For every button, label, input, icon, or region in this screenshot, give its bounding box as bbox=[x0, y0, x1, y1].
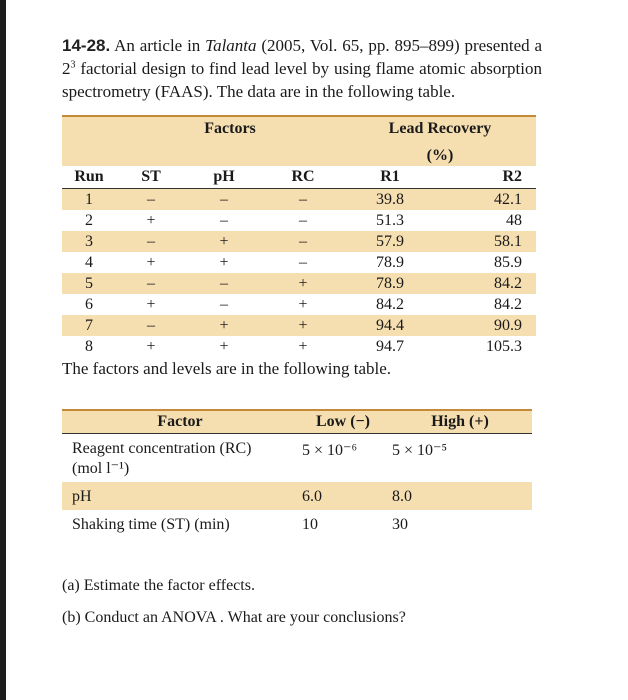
table-cell: – bbox=[116, 231, 186, 252]
table-row bbox=[62, 189, 536, 211]
table-cell: 51.3 bbox=[376, 212, 404, 229]
data-table bbox=[62, 115, 536, 357]
table-cell: + bbox=[146, 212, 156, 229]
table-cell: 42.1 bbox=[436, 189, 536, 211]
table-cell: + bbox=[146, 338, 156, 355]
table-cell: 3 bbox=[62, 231, 116, 252]
recovery-group-header: Lead Recovery bbox=[344, 116, 536, 146]
levels-row bbox=[62, 482, 532, 510]
levels-intro: The factors and levels are in the following table. bbox=[62, 359, 392, 378]
table-cell: 84.2 bbox=[436, 273, 536, 294]
factors-group-header: Factors bbox=[116, 116, 344, 146]
table-row bbox=[62, 210, 536, 231]
table-row bbox=[62, 273, 536, 294]
screen-edge bbox=[0, 0, 6, 700]
table-cell: 105.3 bbox=[486, 338, 522, 355]
table-cell: + bbox=[146, 296, 156, 313]
table-cell: + bbox=[298, 296, 308, 313]
column-header-r1: R1 bbox=[344, 166, 436, 189]
levels-table bbox=[62, 409, 532, 538]
table-cell: + bbox=[146, 254, 156, 271]
high-level: 5 × 10⁻⁵ bbox=[392, 442, 448, 459]
high-level: 30 bbox=[392, 516, 408, 533]
column-header-run: Run bbox=[62, 166, 116, 189]
table-cell: + bbox=[186, 315, 262, 336]
table-cell: 94.4 bbox=[344, 315, 436, 336]
table-cell: 39.8 bbox=[344, 189, 436, 211]
recovery-unit: (%) bbox=[344, 146, 536, 166]
table-cell: – bbox=[299, 212, 307, 229]
low-level: 5 × 10⁻⁶ bbox=[302, 442, 358, 459]
table-cell: + bbox=[262, 315, 344, 336]
levels-row bbox=[62, 434, 532, 483]
table-cell: + bbox=[262, 273, 344, 294]
table-cell: 48 bbox=[506, 212, 522, 229]
questions bbox=[62, 577, 406, 641]
table-cell: 8 bbox=[85, 338, 93, 355]
table-row bbox=[62, 252, 536, 273]
table-cell: – bbox=[116, 273, 186, 294]
column-header-st: ST bbox=[116, 166, 186, 189]
table-cell: 4 bbox=[85, 254, 93, 271]
factor-name: Shaking time (ST) (min) bbox=[72, 516, 230, 533]
levels-header-1: Low (−) bbox=[298, 410, 388, 434]
table-cell: – bbox=[262, 231, 344, 252]
table-cell: – bbox=[186, 273, 262, 294]
table-cell: 2 bbox=[85, 212, 93, 229]
table-cell: + bbox=[219, 254, 229, 271]
table-cell: 78.9 bbox=[376, 254, 404, 271]
low-level: 10 bbox=[302, 516, 318, 533]
table-cell: – bbox=[262, 189, 344, 211]
textbook-page bbox=[62, 34, 542, 538]
table-cell: 84.2 bbox=[494, 296, 522, 313]
levels-row bbox=[62, 510, 532, 538]
table-cell: – bbox=[116, 189, 186, 211]
table-cell: – bbox=[220, 212, 228, 229]
column-header-r2: R2 bbox=[436, 166, 536, 189]
table-row bbox=[62, 315, 536, 336]
question-a: (a) Estimate the factor effects. bbox=[62, 577, 255, 594]
column-header-rc: RC bbox=[262, 166, 344, 189]
table-cell: + bbox=[219, 338, 229, 355]
table-cell: – bbox=[186, 189, 262, 211]
table-cell: 6 bbox=[85, 296, 93, 313]
problem-statement: 14-28. An article in Talanta (2005, Vol. 65, pp. 895–899) presented a $2^3$ factorial design to find lead level by using flame atomic absorption spectrometry (FAAS). The data are in the following table. bbox=[62, 36, 543, 101]
table-row bbox=[62, 294, 536, 315]
table-cell: + bbox=[186, 231, 262, 252]
table-cell: – bbox=[220, 296, 228, 313]
levels-header-2: High (+) bbox=[388, 410, 532, 434]
levels-header-0: Factor bbox=[62, 410, 298, 434]
table-cell: 78.9 bbox=[344, 273, 436, 294]
journal-name: Talanta bbox=[205, 36, 257, 55]
table-cell: 57.9 bbox=[344, 231, 436, 252]
table-cell: 1 bbox=[62, 189, 116, 211]
table-cell: 84.2 bbox=[376, 296, 404, 313]
factor-name: Reagent concentration (RC) (mol l⁻¹) bbox=[72, 440, 252, 477]
table-row bbox=[62, 231, 536, 252]
table-cell: 58.1 bbox=[436, 231, 536, 252]
table-cell: – bbox=[299, 254, 307, 271]
high-level: 8.0 bbox=[388, 482, 532, 510]
table-cell: – bbox=[116, 315, 186, 336]
column-header-ph: pH bbox=[186, 166, 262, 189]
low-level: 6.0 bbox=[298, 482, 388, 510]
problem-number: 14-28. bbox=[62, 36, 111, 55]
table-cell: 85.9 bbox=[494, 254, 522, 271]
table-cell: + bbox=[298, 338, 308, 355]
table-cell: 94.7 bbox=[376, 338, 404, 355]
table-row bbox=[62, 336, 536, 357]
table-cell: 90.9 bbox=[436, 315, 536, 336]
factor-name: pH bbox=[62, 482, 298, 510]
table-cell: 5 bbox=[62, 273, 116, 294]
table-cell: 7 bbox=[62, 315, 116, 336]
question-b: (b) Conduct an ANOVA . What are your conclusions? bbox=[62, 609, 406, 626]
